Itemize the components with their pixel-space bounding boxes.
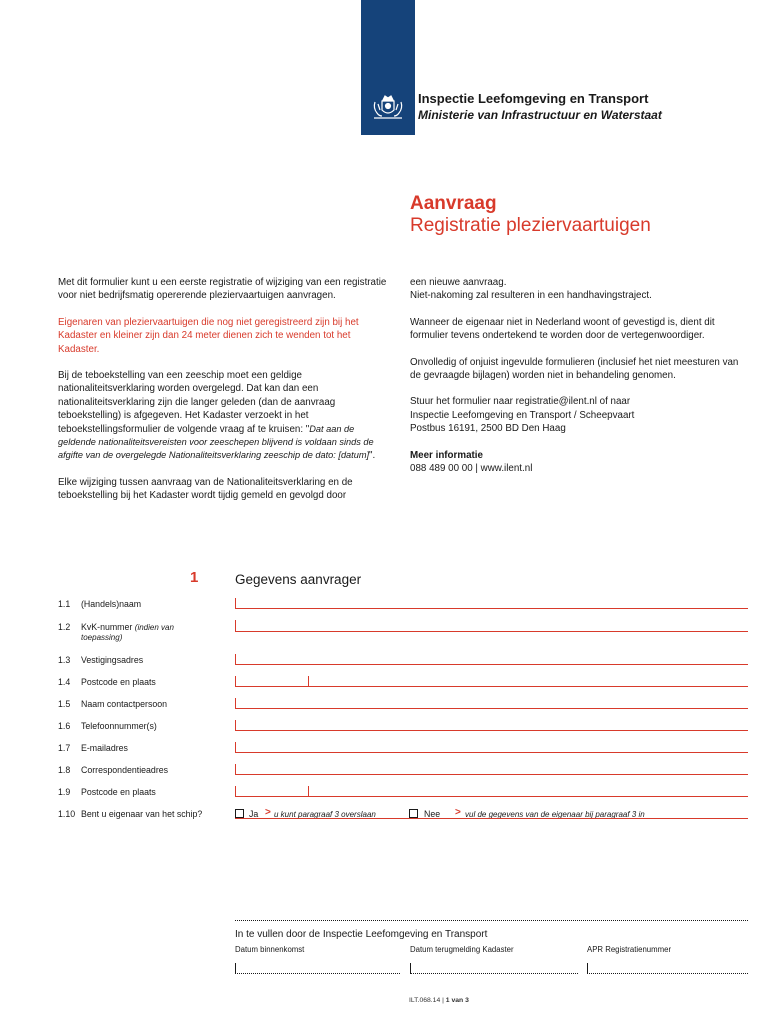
organisation-name: Inspectie Leefomgeving en Transport: [418, 91, 649, 106]
office-divider: [235, 920, 748, 921]
contact-person-field[interactable]: [235, 708, 748, 709]
row-number: 1.8: [58, 765, 71, 775]
representative-paragraph: Wanneer de eigenaar niet in Nederland woont of gevestigd is, dient dit formulier tevens ondertekend te worden door de vertegenwoordiger.: [410, 316, 715, 342]
send-to-line: Stuur het formulier naar registratie@ilent.nl of naar: [410, 396, 631, 408]
postcode-city-field[interactable]: [235, 686, 748, 687]
form-title: Aanvraag: [410, 193, 497, 214]
teboekstelling-quote: Dat aan de geldende nationaliteitsvereisten voor zeeschepen blijvend is voldaan sinds de afgifte van de overgelegde Nationaliteitsverklaring zeeschip de dato: [datum]: [58, 423, 374, 461]
owner-no-hint: vul de gegevens van de eigenaar bij paragraaf 3 in: [465, 810, 645, 819]
address-line-2: Postbus 16191, 2500 BD Den Haag: [410, 423, 566, 435]
kvk-number-field[interactable]: [235, 631, 748, 632]
row-label: Vestigingsadres: [81, 655, 144, 665]
page-footer: [409, 997, 469, 1004]
row-label-text: KvK-nummer: [81, 622, 133, 632]
field-marker: [235, 620, 236, 631]
enforcement-line: Niet-nakoming zal resulteren in een handhavingstraject.: [410, 290, 652, 302]
owner-yes-hint: u kunt paragraaf 3 overslaan: [274, 810, 376, 819]
ministry-name: Ministerie van Infrastructuur en Waterstaat: [418, 108, 662, 122]
phone-field[interactable]: [235, 730, 748, 731]
royal-coat-of-arms-icon: [370, 88, 406, 124]
email-field[interactable]: [235, 752, 748, 753]
apr-number-field[interactable]: [587, 973, 748, 974]
row-number: 1.5: [58, 699, 71, 709]
owner-no-checkbox[interactable]: [409, 809, 418, 818]
row-label: Naam contactpersoon: [81, 699, 168, 709]
owner-question-line: [235, 818, 748, 819]
owner-yes-checkbox[interactable]: [235, 809, 244, 818]
row-label: Telefoonnummer(s): [81, 721, 157, 731]
apr-number-label: APR Registratienummer: [587, 945, 672, 954]
row-number: 1.9: [58, 787, 71, 797]
arrow-right-icon: >: [455, 807, 461, 818]
page-number: 1 van 3: [445, 997, 469, 1004]
date-received-label: Datum binnenkomst: [235, 945, 305, 954]
intro-right-column: [410, 276, 746, 475]
form-code: ILT.068.14: [409, 997, 441, 1004]
row-label: Postcode en plaats: [81, 787, 156, 797]
row-label: [81, 622, 201, 642]
establishment-address-field[interactable]: [235, 664, 748, 665]
owner-no-label: Nee: [424, 809, 441, 819]
intro-left-column: [58, 276, 390, 503]
section-title: Gegevens aanvrager: [235, 572, 362, 587]
intro-paragraph: Met dit formulier kunt u een eerste registratie of wijziging van een registratie voor niet bedrijfsmatig opererende pleziervaartuigen aanvragen.: [58, 277, 387, 302]
address-line-1: Inspectie Leefomgeving en Transport / Scheepvaart: [410, 409, 635, 421]
footer-separator: |: [442, 997, 444, 1004]
date-received-field[interactable]: [235, 973, 400, 974]
form-subtitle: Registratie pleziervaartuigen: [410, 215, 651, 236]
correspondence-address-field[interactable]: [235, 774, 748, 775]
arrow-right-icon: >: [265, 807, 271, 818]
teboekstelling-paragraph: [58, 369, 390, 463]
row-label: Bent u eigenaar van het schip?: [81, 809, 203, 819]
row-label: Postcode en plaats: [81, 677, 156, 687]
correspondence-postcode-field[interactable]: [235, 796, 748, 797]
teboekstelling-text: Bij de teboekstelling van een zeeschip moet een geldige nationaliteitsverklaring worden overgelegd. Dat kan dan een nationaliteitsverklaring zijn die langer geleden (dan de aanvraag teboekstelling) is afgegeven. Het Kadaster verzoekt in het teboekstellingsformulier de volgende vraag af te kruisen: ": [58, 370, 336, 435]
office-use-title: In te vullen door de Inspectie Leefomgeving en Transport: [235, 929, 488, 940]
row-number: 1.4: [58, 677, 71, 687]
row-number: 1.7: [58, 743, 71, 753]
row-label: Correspondentieadres: [81, 765, 169, 775]
row-number: 1.1: [58, 599, 71, 609]
row-label: (Handels)naam: [81, 599, 142, 609]
row-label: E-mailadres: [81, 743, 128, 753]
more-info-contact: 088 489 00 00 | www.ilent.nl: [410, 463, 533, 475]
date-kadaster-field[interactable]: [410, 973, 578, 974]
more-info-title: Meer informatie: [410, 449, 483, 461]
incomplete-forms-paragraph: Onvolledig of onjuist ingevulde formulieren (inclusief het niet meesturen van de gevraagde bijlagen) worden niet in behandeling genomen.: [410, 356, 739, 382]
row-label-hint: (indien van toepassing): [81, 623, 174, 642]
row-number: 1.6: [58, 721, 71, 731]
section-number: 1: [190, 569, 199, 586]
wijziging-paragraph: Elke wijziging tussen aanvraag van de Nationaliteitsverklaring en de teboekstelling bij het Kadaster wordt tijdig gemeld en gevolgd door: [58, 476, 353, 502]
tradename-field[interactable]: [235, 608, 748, 609]
row-number: 1.10: [58, 809, 76, 819]
teboekstelling-quote-end: ".: [369, 450, 376, 462]
logo-band: [361, 0, 415, 135]
kadaster-notice: Eigenaren van pleziervaartuigen die nog niet geregistreerd zijn bij het Kadaster en kleiner zijn dan 24 meter dienen zich te wenden tot het Kadaster.: [58, 316, 359, 355]
owner-yes-label: Ja: [249, 809, 259, 819]
row-number: 1.3: [58, 655, 71, 665]
row-number: 1.2: [58, 622, 71, 632]
new-request-line: een nieuwe aanvraag.: [410, 277, 507, 288]
date-kadaster-label: Datum terugmelding Kadaster: [410, 945, 514, 954]
